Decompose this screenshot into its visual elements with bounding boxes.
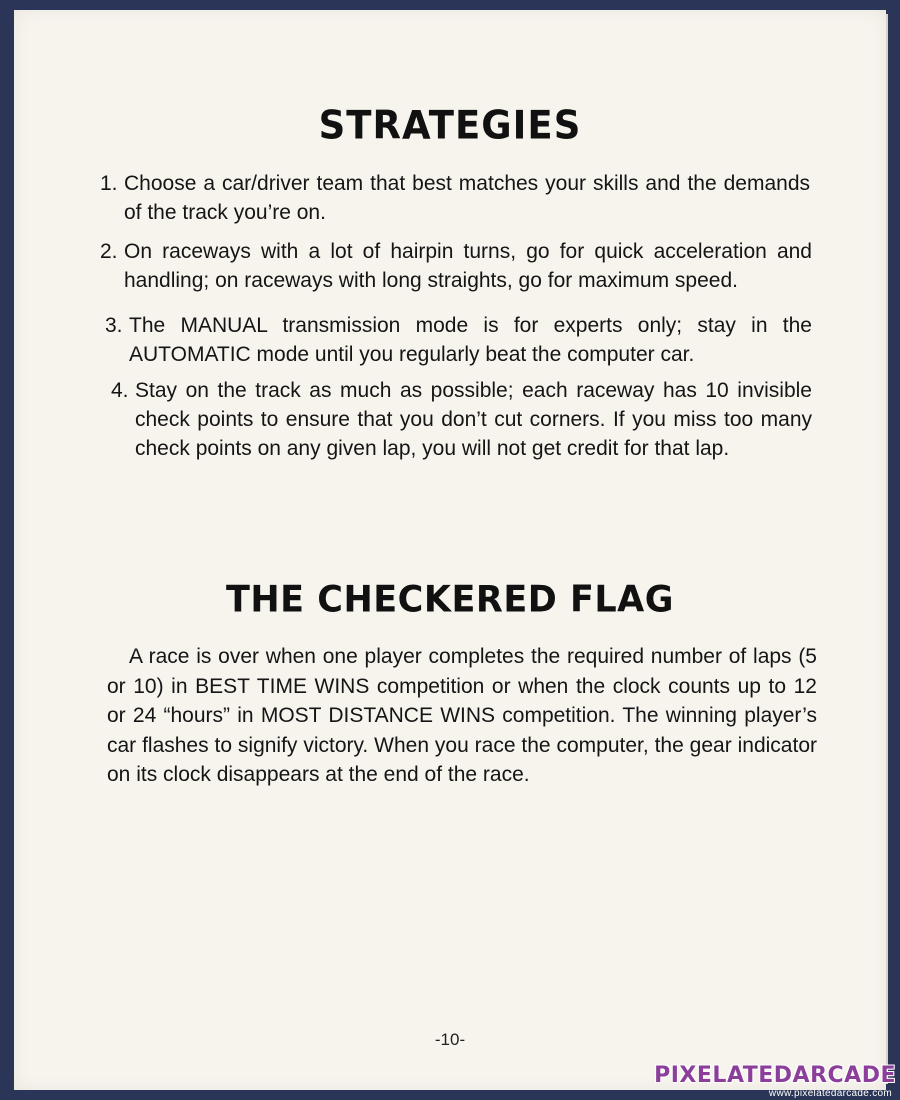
strategy-number: 2. (100, 240, 118, 263)
strategy-text: On raceways with a lot of hairpin turns, go for quick acceleration and handling; on raceways with long straights, go for maximum speed. (124, 240, 812, 292)
strategy-number: 1. (100, 172, 118, 195)
strategy-item-1 (100, 169, 810, 227)
page-number: -10- (434, 1030, 466, 1049)
watermark-url: www.pixelatedarcade.com (768, 1088, 892, 1099)
strategy-number: 4. (111, 379, 129, 402)
checkered-flag-heading: THE CHECKERED FLAG (226, 579, 674, 621)
strategy-item-4 (111, 376, 812, 463)
strategies-heading: STRATEGIES (318, 102, 582, 149)
strategy-number: 3. (105, 314, 123, 337)
checkered-flag-paragraph: A race is over when one player completes the required number of laps (5 or 10) in BEST TIME WINS competition or when the clock counts up to 12 or 24 “hours” in MOST DISTANCE WINS competition. The winning player’s car flashes to signify victory. When you race the computer, the gear indicator on its clock disappears at the end of the race. (107, 645, 817, 786)
strategy-text: Stay on the track as much as possible; each raceway has 10 invisible check points to ensure that you don’t cut corners. If you miss too many check points on any given lap, you will not get credit for that lap. (135, 379, 812, 460)
strategy-text: Choose a car/driver team that best matches your skills and the demands of the track you’re on. (124, 172, 810, 224)
watermark-logo: PIXELATEDARCADE (654, 1063, 896, 1088)
strategy-item-2 (100, 237, 812, 295)
page-edge (886, 14, 888, 1084)
strategy-text: The MANUAL transmission mode is for experts only; stay in the AUTOMATIC mode until you regularly beat the computer car. (129, 314, 812, 366)
strategy-item-3 (105, 311, 812, 369)
